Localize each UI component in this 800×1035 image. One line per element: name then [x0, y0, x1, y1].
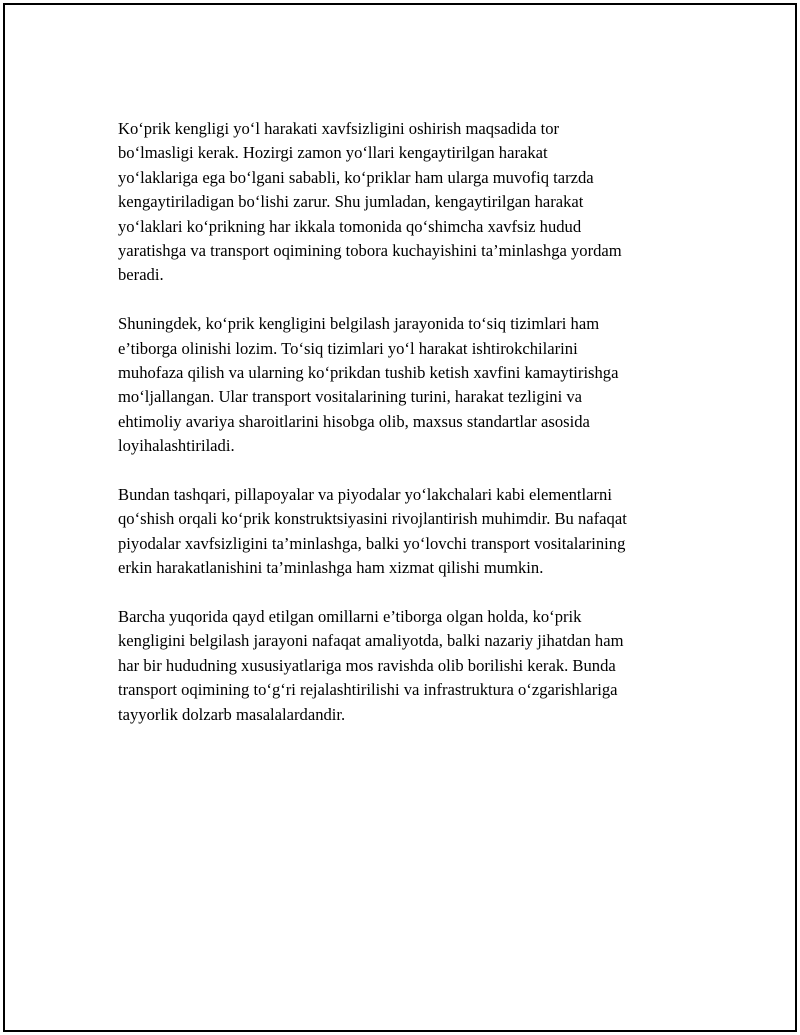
text-line: beradi. [118, 265, 164, 285]
text-line: Ko‘prik kengligi yo‘l harakati xavfsizligini oshirish maqsadida tor [118, 119, 560, 138]
text-line: bo‘lmasligi kerak. Hozirgi zamon yo‘llari kengaytirilgan harakat [118, 143, 548, 163]
text-line: kengaytiriladigan bo‘lishi zarur. Shu jumladan, kengaytirilgan harakat [118, 192, 584, 212]
text-line: muhofaza qilish va ularning ko‘prikdan tushib ketish xavfini kamaytirishga [118, 363, 619, 383]
text-line: kengligini belgilash jarayoni nafaqat amaliyotda, balki nazariy jihatdan ham [118, 631, 624, 651]
text-line: piyodalar xavfsizligini ta’minlashga, balki yo‘lovchi transport vositalarining [118, 533, 626, 553]
text-line: yaratishga va transport oqimining tobora kuchayishini ta’minlashga yordam [118, 241, 622, 261]
text-line: e’tiborga olinishi lozim. To‘siq tizimlari yo‘l harakat ishtirokchilarini [118, 338, 578, 358]
text-line: ehtimoliy avariya sharoitlarini hisobga olib, maxsus standartlar asosida [118, 411, 590, 431]
text-line: yo‘laklariga ega bo‘lgani sababli, ko‘priklar ham ularga muvofiq tarzda [118, 167, 594, 187]
paragraph-4 [118, 605, 698, 727]
paragraph-3 [118, 483, 698, 581]
text-line: loyihalashtiriladi. [118, 436, 235, 456]
text-line: Shuningdek, ko‘prik kengligini belgilash jarayonida to‘siq tizimlari ham [118, 314, 600, 334]
text-line: tayyorlik dolzarb masalalardandir. [118, 704, 346, 724]
paragraph-2 [118, 312, 698, 458]
text-line: Bundan tashqari, pillapoyalar va piyodalar yo‘lakchalari kabi elementlarni [118, 485, 612, 505]
text-line: mo‘ljallangan. Ular transport vositalarining turini, harakat tezligini va [118, 387, 583, 407]
text-line: har bir hududning xususiyatlariga mos ravishda olib borilishi kerak. Bunda [118, 655, 616, 675]
text-line: yo‘laklari ko‘prikning har ikkala tomonida qo‘shimcha xavfsiz hudud [118, 216, 582, 236]
text-line: erkin harakatlanishini ta’minlashga ham xizmat qilishi mumkin. [118, 558, 544, 578]
document-body [118, 117, 698, 752]
text-line: qo‘shish orqali ko‘prik konstruktsiyasini rivojlantirish muhimdir. Bu nafaqat [118, 509, 627, 529]
text-line: Barcha yuqorida qayd etilgan omillarni e’tiborga olgan holda, ko‘prik [118, 607, 582, 627]
paragraph-1 [118, 117, 698, 288]
text-line: transport oqimining to‘g‘ri rejalashtirilishi va infrastruktura o‘zgarishlariga [118, 680, 618, 700]
